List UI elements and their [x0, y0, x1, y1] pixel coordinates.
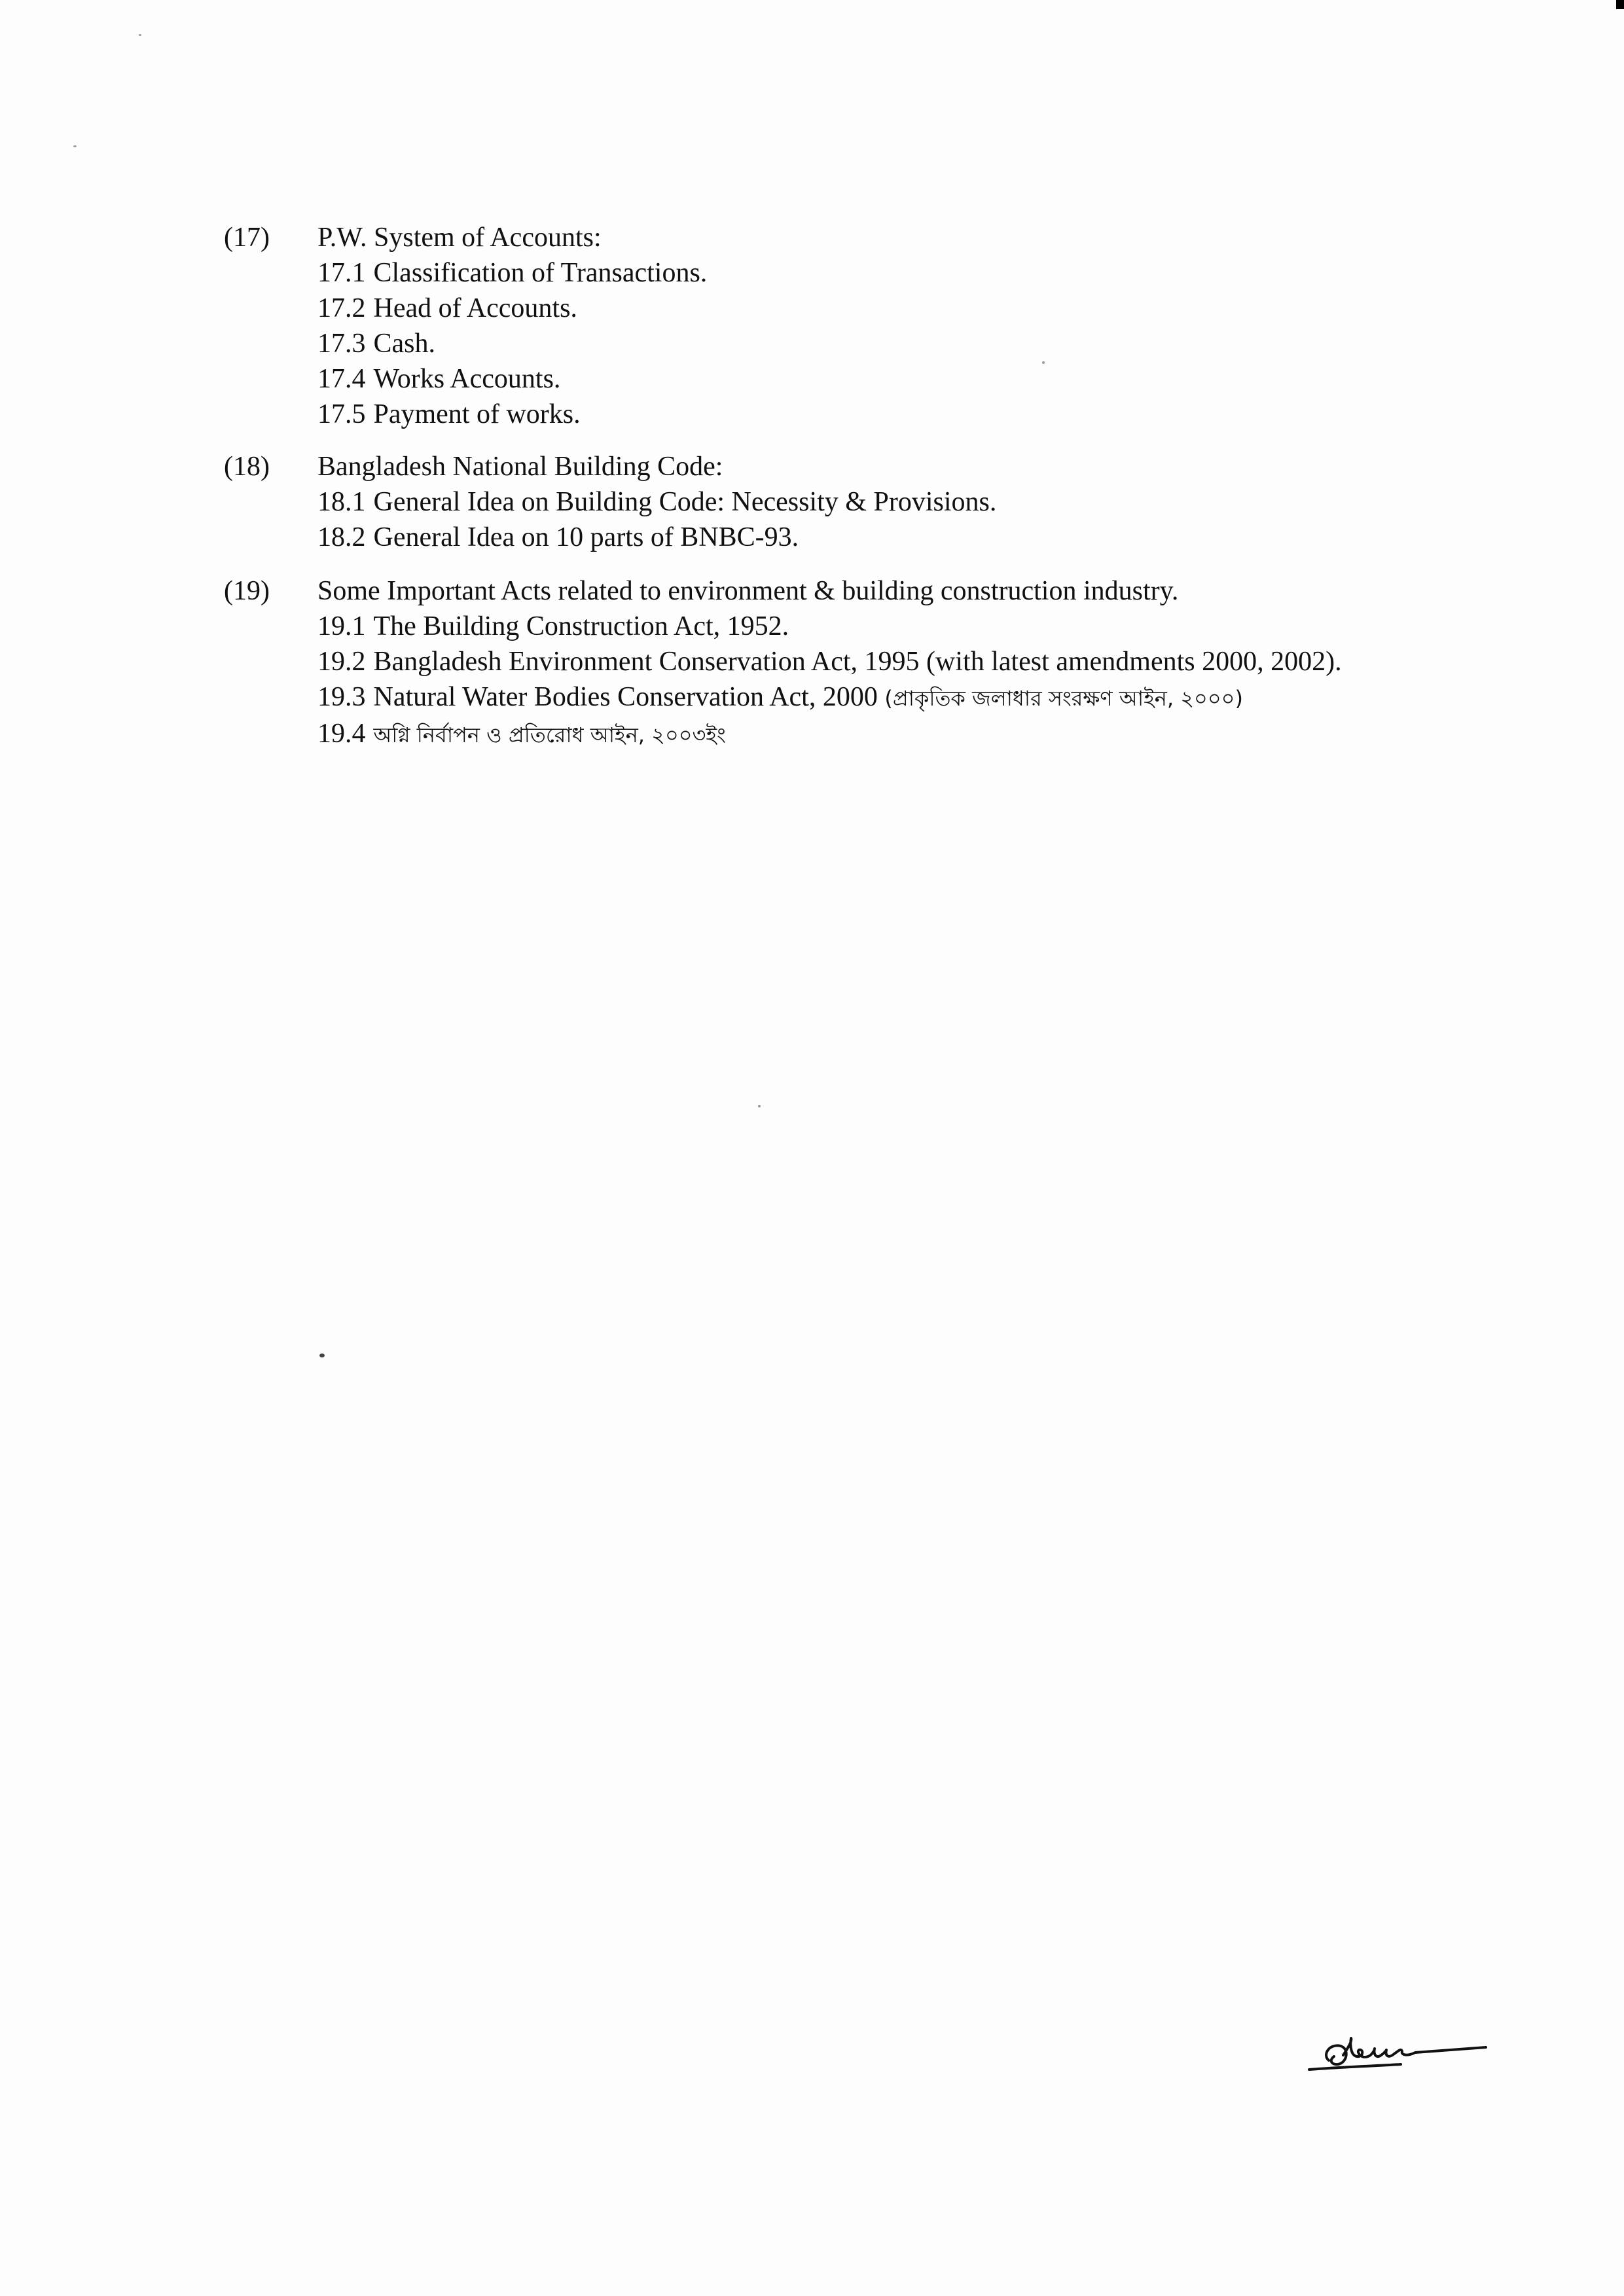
list-item	[317, 484, 1430, 520]
item-text: General Idea on 10 parts of BNBC-93.	[373, 522, 799, 552]
item-text-bangla: (প্রাকৃতিক জলাধার সংরক্ষণ আইন, ২০০০)	[884, 686, 1243, 711]
item-number: 17.3	[317, 329, 366, 359]
item-text: Payment of works.	[373, 399, 581, 429]
section-number: (19)	[224, 576, 270, 606]
section-body	[317, 573, 1430, 753]
item-number: 18.1	[317, 487, 366, 517]
list-item	[317, 609, 1430, 644]
item-number: 17.5	[317, 399, 366, 429]
item-text: Works Accounts.	[373, 364, 561, 394]
list-item	[317, 716, 1430, 753]
item-text-bangla: অগ্নি নির্বাপন ও প্রতিরোধ আইন, ২০০৩ইং	[373, 723, 726, 747]
item-number: 17.4	[317, 364, 366, 394]
scan-speck	[73, 145, 77, 147]
section-title: Bangladesh National Building Code:	[317, 452, 723, 482]
item-text: Head of Accounts.	[373, 293, 577, 323]
signature	[1303, 2009, 1492, 2081]
list-item	[317, 255, 1430, 291]
section-number: (18)	[224, 452, 270, 482]
list-item	[317, 291, 1430, 326]
scan-corner-mark	[1616, 0, 1624, 9]
item-number: 19.1	[317, 611, 366, 641]
item-text: The Building Construction Act, 1952.	[373, 611, 789, 641]
item-number: 19.4	[317, 719, 366, 749]
scan-speck	[139, 34, 141, 36]
section-title: Some Important Acts related to environment & building construction industry.	[317, 576, 1179, 606]
list-item	[317, 397, 1430, 432]
section-number: (17)	[224, 223, 270, 253]
list-item	[317, 679, 1430, 716]
item-text: Cash.	[373, 329, 435, 359]
item-text: Natural Water Bodies Conservation Act, 2000	[373, 682, 878, 712]
item-number: 18.2	[317, 522, 366, 552]
list-item	[317, 326, 1430, 361]
item-number: 17.2	[317, 293, 366, 323]
scan-speck	[319, 1354, 325, 1357]
item-text: General Idea on Building Code: Necessity & Provisions.	[373, 487, 997, 517]
item-number: 19.3	[317, 682, 366, 712]
item-text: Classification of Transactions.	[373, 258, 708, 288]
item-number: 19.2	[317, 647, 366, 677]
list-item	[317, 361, 1430, 397]
item-number: 17.1	[317, 258, 366, 288]
section-title: P.W. System of Accounts:	[317, 223, 602, 253]
list-item	[317, 644, 1404, 679]
scan-speck	[758, 1105, 761, 1107]
item-text: Bangladesh Environment Conservation Act, 1995 (with latest amendments 2000, 2002).	[373, 647, 1342, 677]
section-body	[317, 449, 1430, 555]
section-body	[317, 220, 1430, 432]
list-item	[317, 520, 1430, 555]
